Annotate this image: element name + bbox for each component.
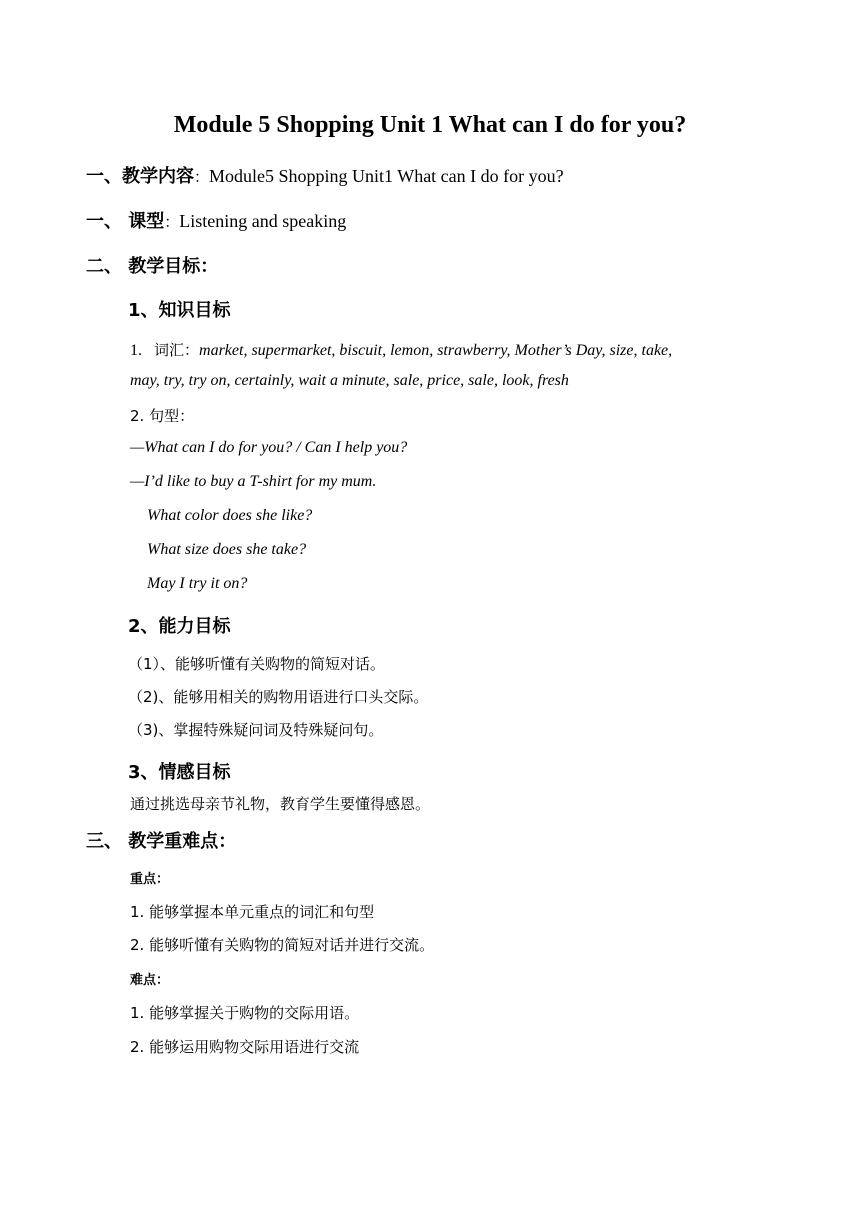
- focus-label: 重点：: [130, 872, 170, 887]
- page-title: Module 5 Shopping Unit 1 What can I do for you?: [173, 112, 687, 138]
- sentence-1: —What can I do for you? / Can I help you?: [130, 439, 408, 456]
- ability-item-3: （3)、掌握特殊疑问词及特殊疑问句。: [128, 721, 384, 739]
- vocab-line-1: [130, 339, 672, 360]
- sentence-2: —I’d like to buy a T-shirt for my mum.: [130, 473, 377, 490]
- ability-heading: 2、能力目标: [128, 616, 231, 637]
- pattern-label: 2. 句型：: [130, 407, 195, 425]
- difficulty-item-2: 2. 能够运用购物交际用语进行交流: [130, 1038, 360, 1056]
- emotion-text: 通过挑选母亲节礼物，教育学生要懂得感恩。: [130, 795, 431, 813]
- focus-item-1: 1. 能够掌握本单元重点的词汇和句型: [130, 903, 375, 921]
- section-type-value: Listening and speaking: [179, 211, 347, 231]
- knowledge-heading: 1、知识目标: [128, 300, 231, 321]
- vocab-num: 1.: [130, 342, 142, 359]
- section-content-label: 一、教学内容: [86, 166, 194, 187]
- vocab-label: 词汇：: [154, 341, 200, 359]
- section-type-colon: ：: [164, 213, 180, 231]
- difficulty-item-1: 1. 能够掌握关于购物的交际用语。: [130, 1004, 360, 1022]
- section-key: [86, 827, 236, 853]
- section-goals: [86, 252, 218, 278]
- section-key-label: 三、 教学重难点：: [86, 831, 237, 852]
- section-type-label: 一、 课型: [86, 211, 165, 232]
- sentence-3: What color does she like?: [147, 507, 313, 524]
- ability-item-2: （2)、能够用相关的购物用语进行口头交际。: [128, 688, 429, 706]
- focus-item-2: 2. 能够听懂有关购物的简短对话并进行交流。: [130, 936, 435, 954]
- section-content: [86, 162, 564, 188]
- section-content-colon: ：: [194, 168, 210, 186]
- sentence-5: May I try it on?: [147, 575, 248, 592]
- difficulty-label: 难点：: [130, 973, 170, 988]
- emotion-heading: 3、情感目标: [128, 762, 231, 783]
- ability-item-1: （1）、能够听懂有关购物的简短对话。: [128, 655, 386, 673]
- section-type: [86, 207, 346, 233]
- sentence-4: What size does she take?: [147, 541, 307, 558]
- section-content-value: Module5 Shopping Unit1 What can I do for you?: [209, 166, 564, 186]
- section-goals-label: 二、 教学目标：: [86, 256, 219, 277]
- vocab-words-2: may, try, try on, certainly, wait a minute, sale, price, sale, look, fresh: [130, 372, 569, 389]
- vocab-words-1: market, supermarket, biscuit, lemon, strawberry, Mother’s Day, size, take,: [199, 342, 673, 359]
